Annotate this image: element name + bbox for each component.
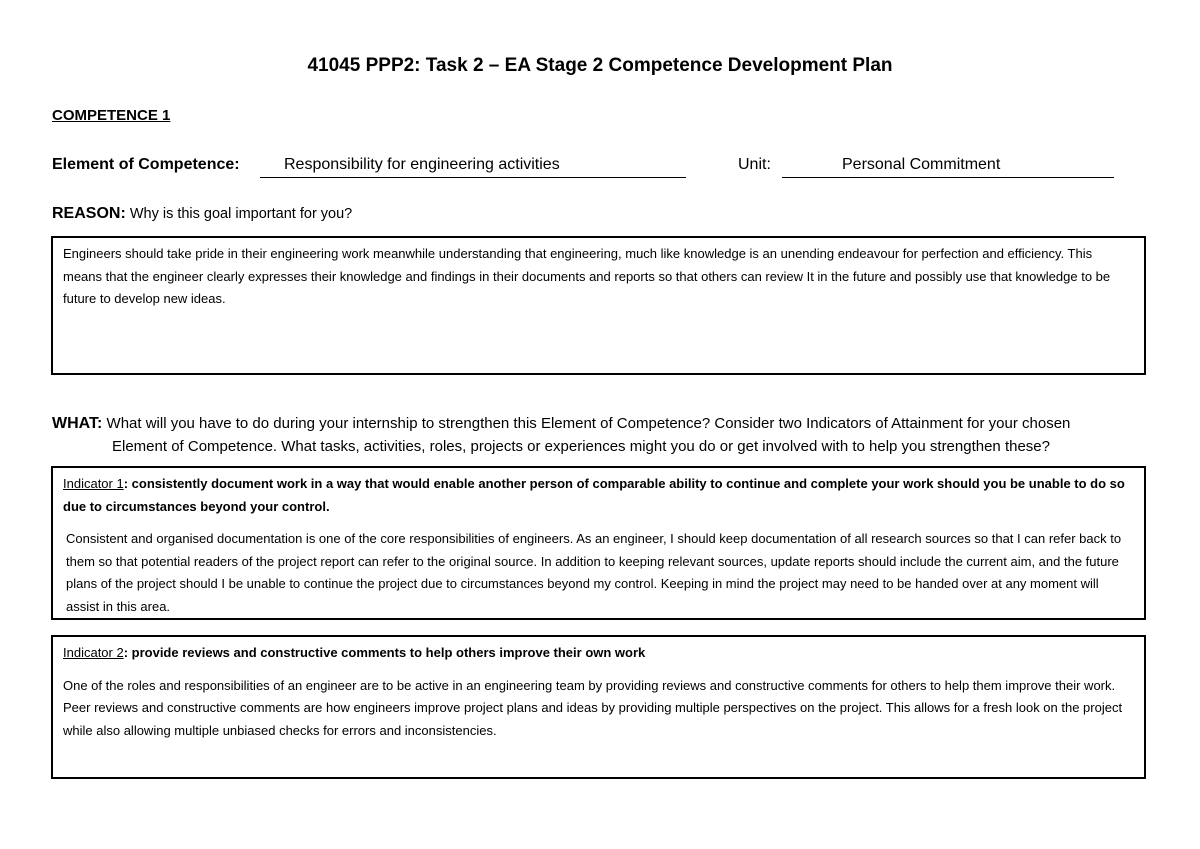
competence-heading: COMPETENCE 1 bbox=[52, 107, 171, 124]
reason-answer-text: Engineers should take pride in their engineering work meanwhile understanding that engineering, much like knowledge is an unending endeavour for perfection and efficiency. This means that the engineer clearly expresses their knowledge and findings in their documents and reports so that others can review It in the future and possibly use that knowledge to be future to develop new ideas. bbox=[63, 246, 1111, 306]
indicator-1-box bbox=[51, 466, 1146, 620]
reason-prompt bbox=[52, 205, 352, 223]
reason-question: Why is this goal important for you? bbox=[129, 206, 353, 222]
unit-label: Unit: bbox=[738, 156, 771, 173]
what-label: WHAT: bbox=[52, 415, 103, 432]
indicator-1-heading bbox=[63, 473, 1134, 518]
indicator-1-statement: : consistently document work in a way that would enable another person of comparable ability to continue and complete your work should you be unable to do so due to circumstances beyond your control. bbox=[63, 476, 1125, 514]
element-value-field: Responsibility for engineering activities bbox=[260, 154, 686, 178]
what-prompt bbox=[52, 412, 1152, 458]
indicator-2-heading bbox=[63, 642, 1134, 665]
indicator-1-label: Indicator 1 bbox=[63, 476, 124, 491]
what-question-line-2: Element of Competence. What tasks, activities, roles, projects or experiences might you do or get involved with to help you strengthen these? bbox=[112, 438, 1050, 455]
element-label: Element of Competence: bbox=[52, 156, 240, 173]
element-unit-row bbox=[52, 154, 1122, 180]
reason-answer-box bbox=[51, 236, 1146, 375]
reason-label: REASON: bbox=[52, 205, 126, 222]
indicator-2-response: One of the roles and responsibilities of an engineer are to be active in an engineering team by providing reviews and constructive comments for others to help them improve their work. Peer reviews and constructive comments are how engineers improve project plans and ideas by providing multiple perspectives on the project. This allows for a fresh look on the project while also allowing multiple unbiased checks for errors and inconsistencies. bbox=[63, 677, 1123, 738]
indicator-2-label: Indicator 2 bbox=[63, 645, 124, 660]
indicator-2-statement: : provide reviews and constructive comments to help others improve their own work bbox=[123, 645, 646, 660]
page-title: 41045 PPP2: Task 2 – EA Stage 2 Competence Development Plan bbox=[307, 55, 893, 76]
indicator-2-box bbox=[51, 635, 1146, 779]
unit-value-field: Personal Commitment bbox=[782, 154, 1114, 178]
what-line-1 bbox=[52, 412, 1152, 435]
indicator-1-response: Consistent and organised documentation is one of the core responsibilities of engineers. As an engineer, I should keep documentation of all research sources so that I can refer back to them so that potential readers of the project report can refer to the original source. In addition to keeping relevant sources, update reports should include the current aim, and the future plans of the project should I be unable to continue the project due to circumstances beyond my control. Keeping in mind the project may need to be handed over at any moment will assist in this area. bbox=[66, 531, 1122, 614]
what-question-line-1: What will you have to do during your internship to strengthen this Element of Competence? Consider two Indicators of Attainment for your chosen bbox=[106, 415, 1071, 432]
